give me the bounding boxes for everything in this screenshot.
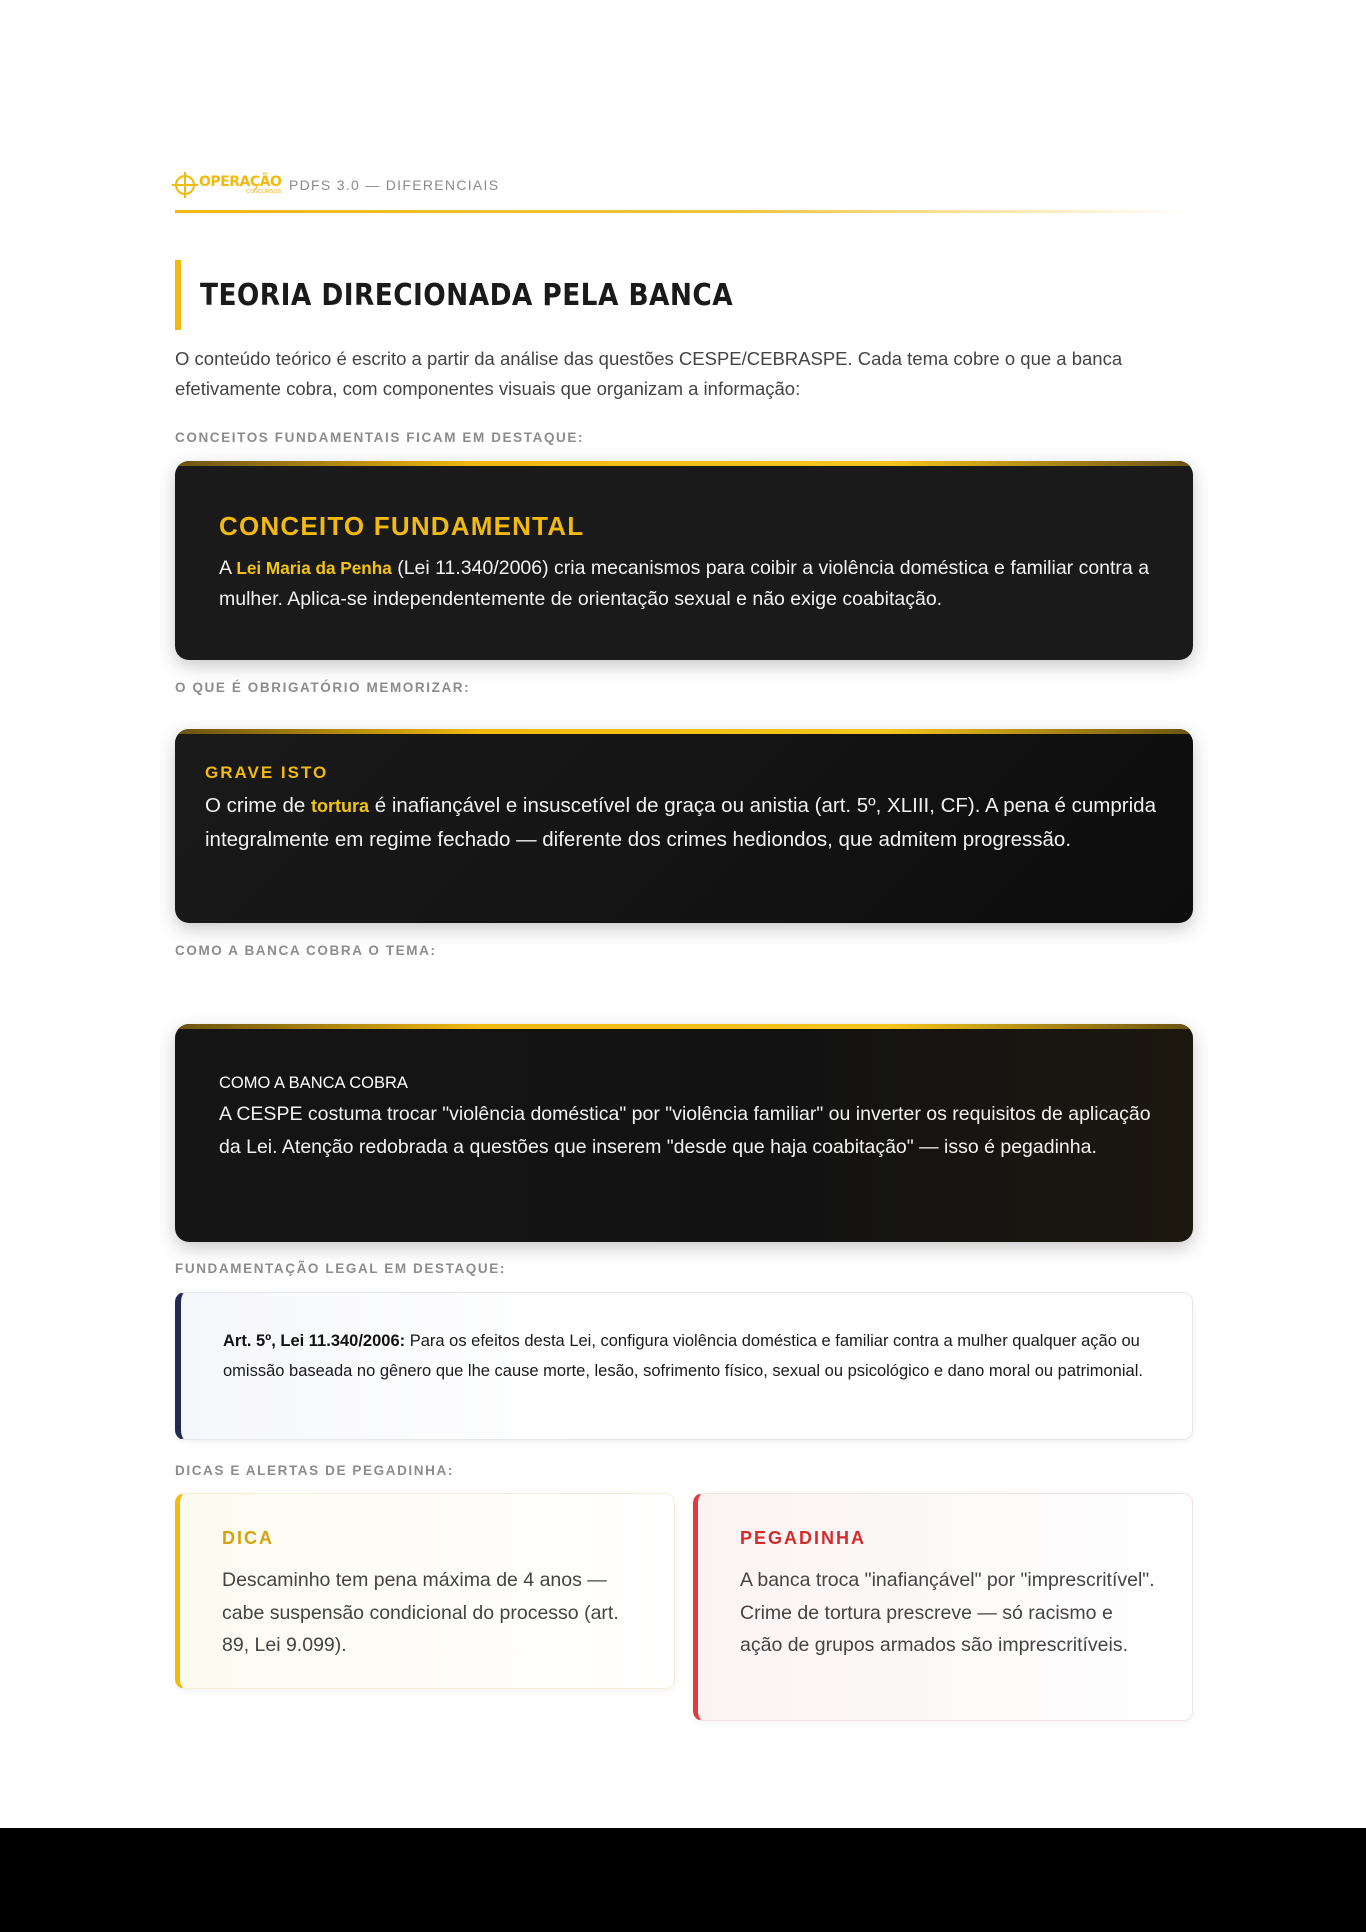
header-divider [175, 210, 1193, 213]
memorize-highlight: tortura [310, 796, 370, 816]
concept-card [175, 461, 1193, 660]
header-label: PDFS 3.0 — DIFERENCIAIS [289, 177, 500, 193]
tip-card-pegadinha [693, 1493, 1193, 1721]
tip-card-pegadinha-label: PEGADINHA [740, 1528, 867, 1548]
memorize-card-text: O crime de tortura é inafiançável e insuscetível de graça ou anistia (art. 5º, XLIII, CF). A pena é cumprida integralmente em regime fechado — diferente dos crimes hediondos, que admitem progressão. [205, 794, 1156, 851]
card-accent-bar [175, 729, 1193, 734]
footer-bar [0, 1828, 1366, 1932]
memorize-card-label: GRAVE ISTO [205, 763, 329, 782]
banca-card [175, 1024, 1193, 1242]
brand-logo [175, 172, 281, 198]
memorize-card [175, 729, 1193, 923]
tip-card-pegadinha-text: A banca troca "inafiançável" por "imprescritível". Crime de tortura prescreve — só racismo e ação de grupos armados são imprescritíveis. [740, 1569, 1155, 1656]
crosshair-icon [175, 175, 195, 195]
section-label-memorize: O QUE É OBRIGATÓRIO MEMORIZAR: [175, 680, 471, 695]
section-label-concepts: CONCEITOS FUNDAMENTAIS FICAM EM DESTAQUE: [175, 430, 585, 445]
page-title: TEORIA DIRECIONADA PELA BANCA [200, 277, 734, 313]
page-title-block [175, 260, 806, 330]
tip-card-dica-text: Descaminho tem pena máxima de 4 anos — cabe suspensão condicional do processo (art. 89, Lei 9.099). [222, 1569, 619, 1656]
legal-card [175, 1292, 1193, 1440]
card-accent-bar [175, 1024, 1193, 1029]
intro-paragraph: O conteúdo teórico é escrito a partir da análise das questões CESPE/CEBRASPE. Cada tema cobre o que a banca efetivamente cobra, com componentes visuais que organizam a informação: [175, 348, 1123, 399]
concept-card-label: CONCEITO FUNDAMENTAL [219, 511, 585, 541]
concept-highlight: Lei Maria da Penha [236, 558, 392, 578]
section-label-banca: COMO A BANCA COBRA O TEMA: [175, 943, 437, 958]
logo-title: OPERAÇÃO [199, 174, 282, 190]
logo-subtitle: CONCURSOS [246, 189, 282, 195]
section-label-tips: DICAS E ALERTAS DE PEGADINHA: [175, 1463, 454, 1478]
banca-card-label: COMO A BANCA COBRA [219, 1074, 408, 1092]
legal-reference: Art. 5º, Lei 11.340/2006: [223, 1332, 406, 1350]
concept-card-text: A Lei Maria da Penha (Lei 11.340/2006) cria mecanismos para coibir a violência doméstica e familiar contra a mulher. Aplica-se independentemente de orientação sexual e não exige coabitação. [219, 557, 1150, 610]
tip-card-dica [175, 1493, 675, 1689]
tip-card-dica-label: DICA [222, 1528, 274, 1548]
section-label-legal: FUNDAMENTAÇÃO LEGAL EM DESTAQUE: [175, 1261, 506, 1276]
legal-card-text: Art. 5º, Lei 11.340/2006: Para os efeitos desta Lei, configura violência doméstica e familiar contra a mulher qualquer ação ou omissão baseada no gênero que lhe cause morte, lesão, sofrimento físico, sexual ou psicológico e dano moral ou patrimonial. [223, 1332, 1143, 1380]
card-accent-bar [175, 461, 1193, 466]
document-header [175, 172, 1193, 216]
banca-card-text: A CESPE costuma trocar "violência doméstica" por "violência familiar" ou inverter os requisitos de aplicação da Lei. Atenção redobrada a questões que inserem "desde que haja coabitação" — isso é pegadinha. [219, 1103, 1151, 1158]
